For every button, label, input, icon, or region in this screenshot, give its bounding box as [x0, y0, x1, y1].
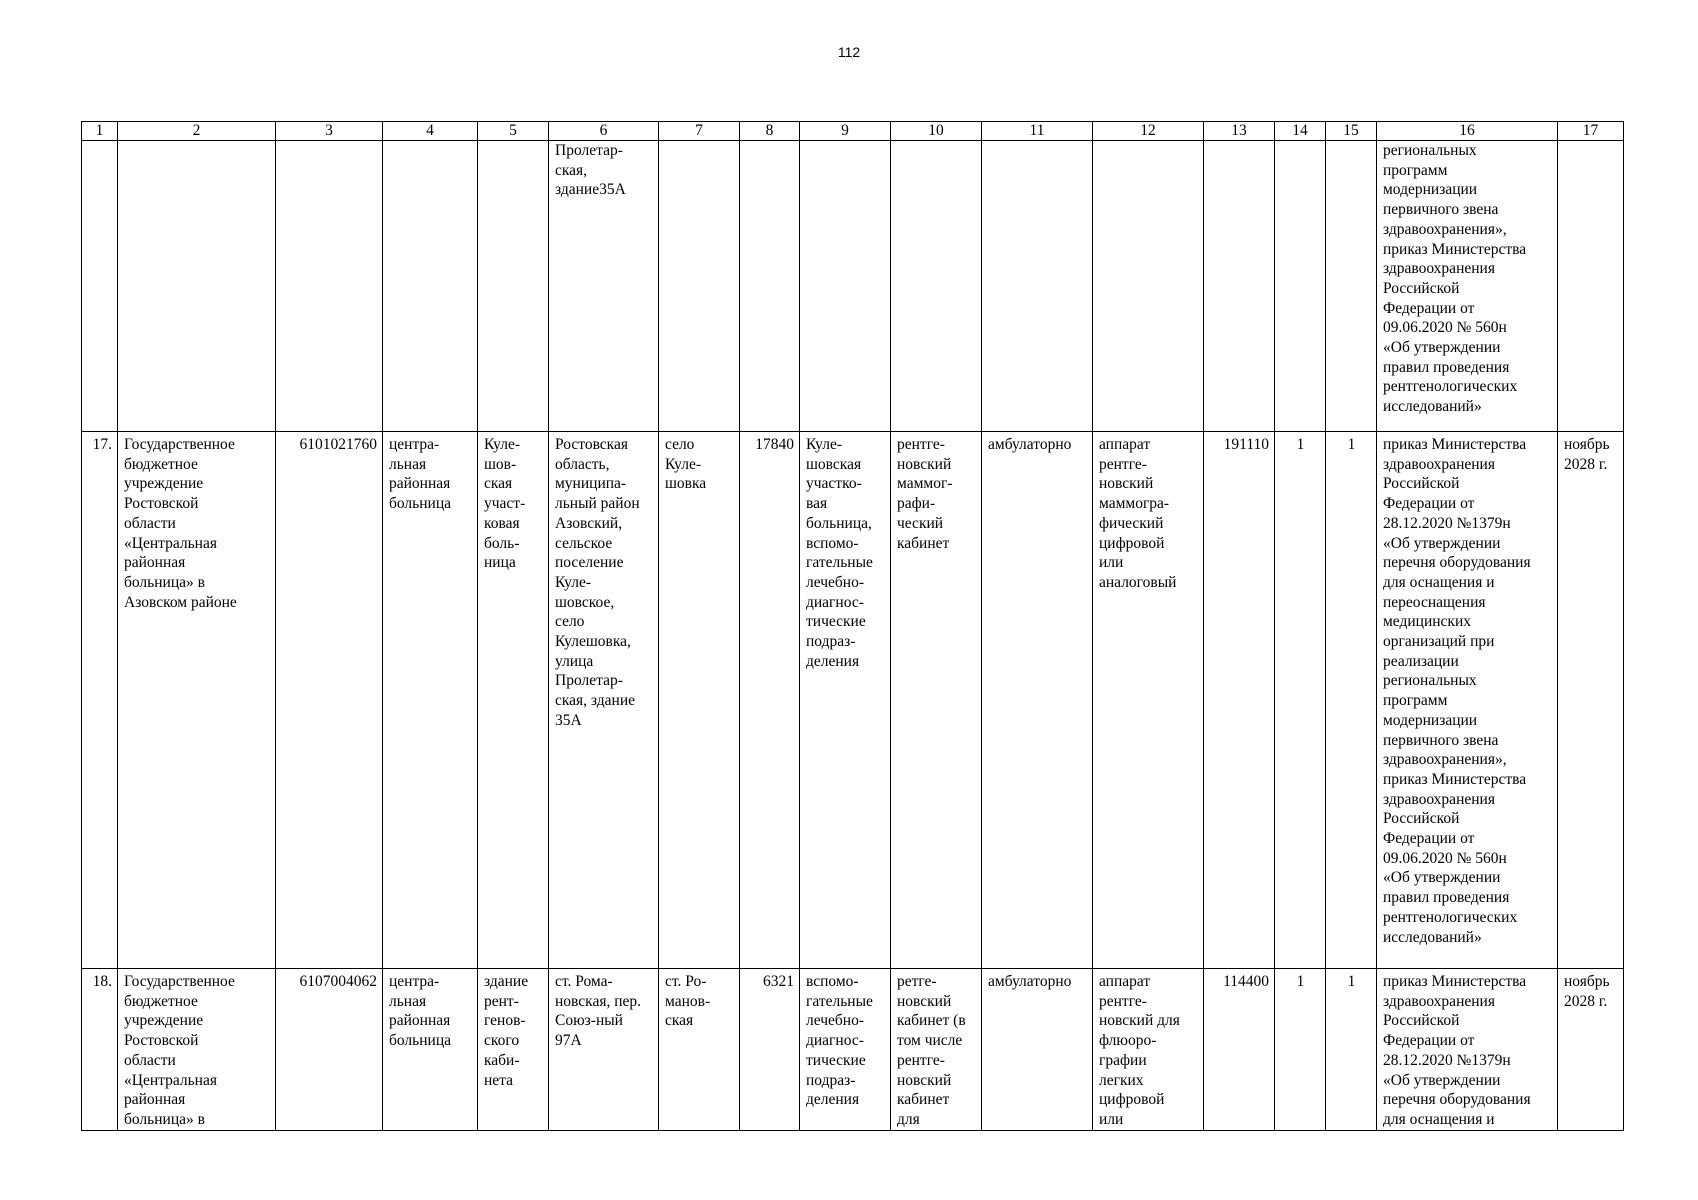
table-cell-col-17 [1558, 141, 1624, 432]
column-number-10: 10 [891, 122, 982, 141]
table-cell-col-14: 1 [1275, 969, 1326, 1131]
table-cell-col-7: село Куле- шовка [659, 432, 740, 969]
equipment-table [81, 121, 1624, 1131]
table-cell-col-6: Пролетар- ская, здание35А [549, 141, 659, 432]
table-cell-col-13 [1204, 141, 1275, 432]
table-cell-col-3: 6101021760 [276, 432, 383, 969]
table-cell-col-4: центра- льная районная больница [383, 432, 478, 969]
column-number-4: 4 [383, 122, 478, 141]
table-cell-col-4: центра- льная районная больница [383, 969, 478, 1131]
column-number-1: 1 [82, 122, 118, 141]
column-number-12: 12 [1093, 122, 1204, 141]
table-cell-col-12 [1093, 141, 1204, 432]
table-cell-col-8 [740, 141, 800, 432]
column-number-17: 17 [1558, 122, 1624, 141]
table-cell-col-5: Куле- шов- ская участ- ковая боль- ница [478, 432, 549, 969]
table-cell-col-16: приказ Министерства здравоохранения Российской Федерации от 28.12.2020 №1379н «Об утверждении перечня оборудования для оснащения и переоснащения медицинских организаций при реализации региональных программ модернизации первичного звена здравоохранения», приказ Министерства здравоохранения Российской Федерации от 09.06.2020 № 560н «Об утверждении правил проведения рентгенологических исследований» [1377, 432, 1558, 969]
column-number-row [82, 122, 1624, 141]
column-number-5: 5 [478, 122, 549, 141]
column-number-2: 2 [118, 122, 276, 141]
table-cell-col-2: Государственное бюджетное учреждение Ростовской области «Центральная районная больница» в Азовском районе [118, 432, 276, 969]
table-cell-col-5 [478, 141, 549, 432]
column-number-16: 16 [1377, 122, 1558, 141]
table-cell-col-15: 1 [1326, 432, 1377, 969]
table-cell-col-11: амбулаторно [982, 432, 1093, 969]
table-cell-col-4 [383, 141, 478, 432]
table-cell-col-2 [118, 141, 276, 432]
table-row [82, 141, 1624, 432]
table-cell-col-7: ст. Ро- манов- ская [659, 969, 740, 1131]
table-cell-col-16: приказ Министерства здравоохранения Российской Федерации от 28.12.2020 №1379н «Об утверждении перечня оборудования для оснащения и [1377, 969, 1558, 1131]
column-number-14: 14 [1275, 122, 1326, 141]
column-number-9: 9 [800, 122, 891, 141]
table-cell-col-8: 17840 [740, 432, 800, 969]
table-cell-col-7 [659, 141, 740, 432]
column-number-15: 15 [1326, 122, 1377, 141]
table-cell-col-9: Куле- шовская участко- вая больница, вспомо- гательные лечебно- диагнос- тические подраз- деления [800, 432, 891, 969]
table-cell-col-2: Государственное бюджетное учреждение Ростовской области «Центральная районная больница» в [118, 969, 276, 1131]
table-cell-col-15 [1326, 141, 1377, 432]
table-cell-col-11 [982, 141, 1093, 432]
column-number-13: 13 [1204, 122, 1275, 141]
table-cell-col-12: аппарат рентге- новский для флюоро- графии легких цифровой или [1093, 969, 1204, 1131]
column-number-6: 6 [549, 122, 659, 141]
column-number-11: 11 [982, 122, 1093, 141]
table-cell-col-8: 6321 [740, 969, 800, 1131]
table-cell-col-1 [82, 141, 118, 432]
column-number-8: 8 [740, 122, 800, 141]
table-cell-col-3 [276, 141, 383, 432]
table-cell-col-13: 191110 [1204, 432, 1275, 969]
table-cell-col-13: 114400 [1204, 969, 1275, 1131]
table-cell-col-6: ст. Рома- новская, пер. Союз-ный 97А [549, 969, 659, 1131]
table-cell-col-1: 18. [82, 969, 118, 1131]
table-cell-col-1: 17. [82, 432, 118, 969]
table-cell-col-11: амбулаторно [982, 969, 1093, 1131]
table-cell-col-10: ретге- новский кабинет (в том числе рентге- новский кабинет для [891, 969, 982, 1131]
table-cell-col-10: рентге- новский маммог- рафи- ческий кабинет [891, 432, 982, 969]
table-cell-col-16: региональных программ модернизации первичного звена здравоохранения», приказ Министерства здравоохранения Российской Федерации от 09.06.2020 № 560н «Об утверждении правил проведения рентгенологических исследований» [1377, 141, 1558, 432]
table-cell-col-9 [800, 141, 891, 432]
table-cell-col-5: здание рент- генов- ского каби- нета [478, 969, 549, 1131]
table-cell-col-6: Ростовская область, муниципа- льный район Азовский, сельское поселение Куле- шовское, село Кулешовка, улица Пролетар- ская, здание 35А [549, 432, 659, 969]
table-cell-col-3: 6107004062 [276, 969, 383, 1131]
page-number: 112 [837, 44, 861, 60]
table-cell-col-15: 1 [1326, 969, 1377, 1131]
table-cell-col-17: ноябрь 2028 г. [1558, 432, 1624, 969]
table-cell-col-12: аппарат рентге- новский маммогра- фический цифровой или аналоговый [1093, 432, 1204, 969]
table-cell-col-9: вспомо- гательные лечебно- диагнос- тические подраз- деления [800, 969, 891, 1131]
table-cell-col-14: 1 [1275, 432, 1326, 969]
table-row [82, 432, 1624, 969]
column-number-7: 7 [659, 122, 740, 141]
table-cell-col-10 [891, 141, 982, 432]
table-cell-col-14 [1275, 141, 1326, 432]
column-number-3: 3 [276, 122, 383, 141]
table-row [82, 969, 1624, 1131]
table-cell-col-17: ноябрь 2028 г. [1558, 969, 1624, 1131]
